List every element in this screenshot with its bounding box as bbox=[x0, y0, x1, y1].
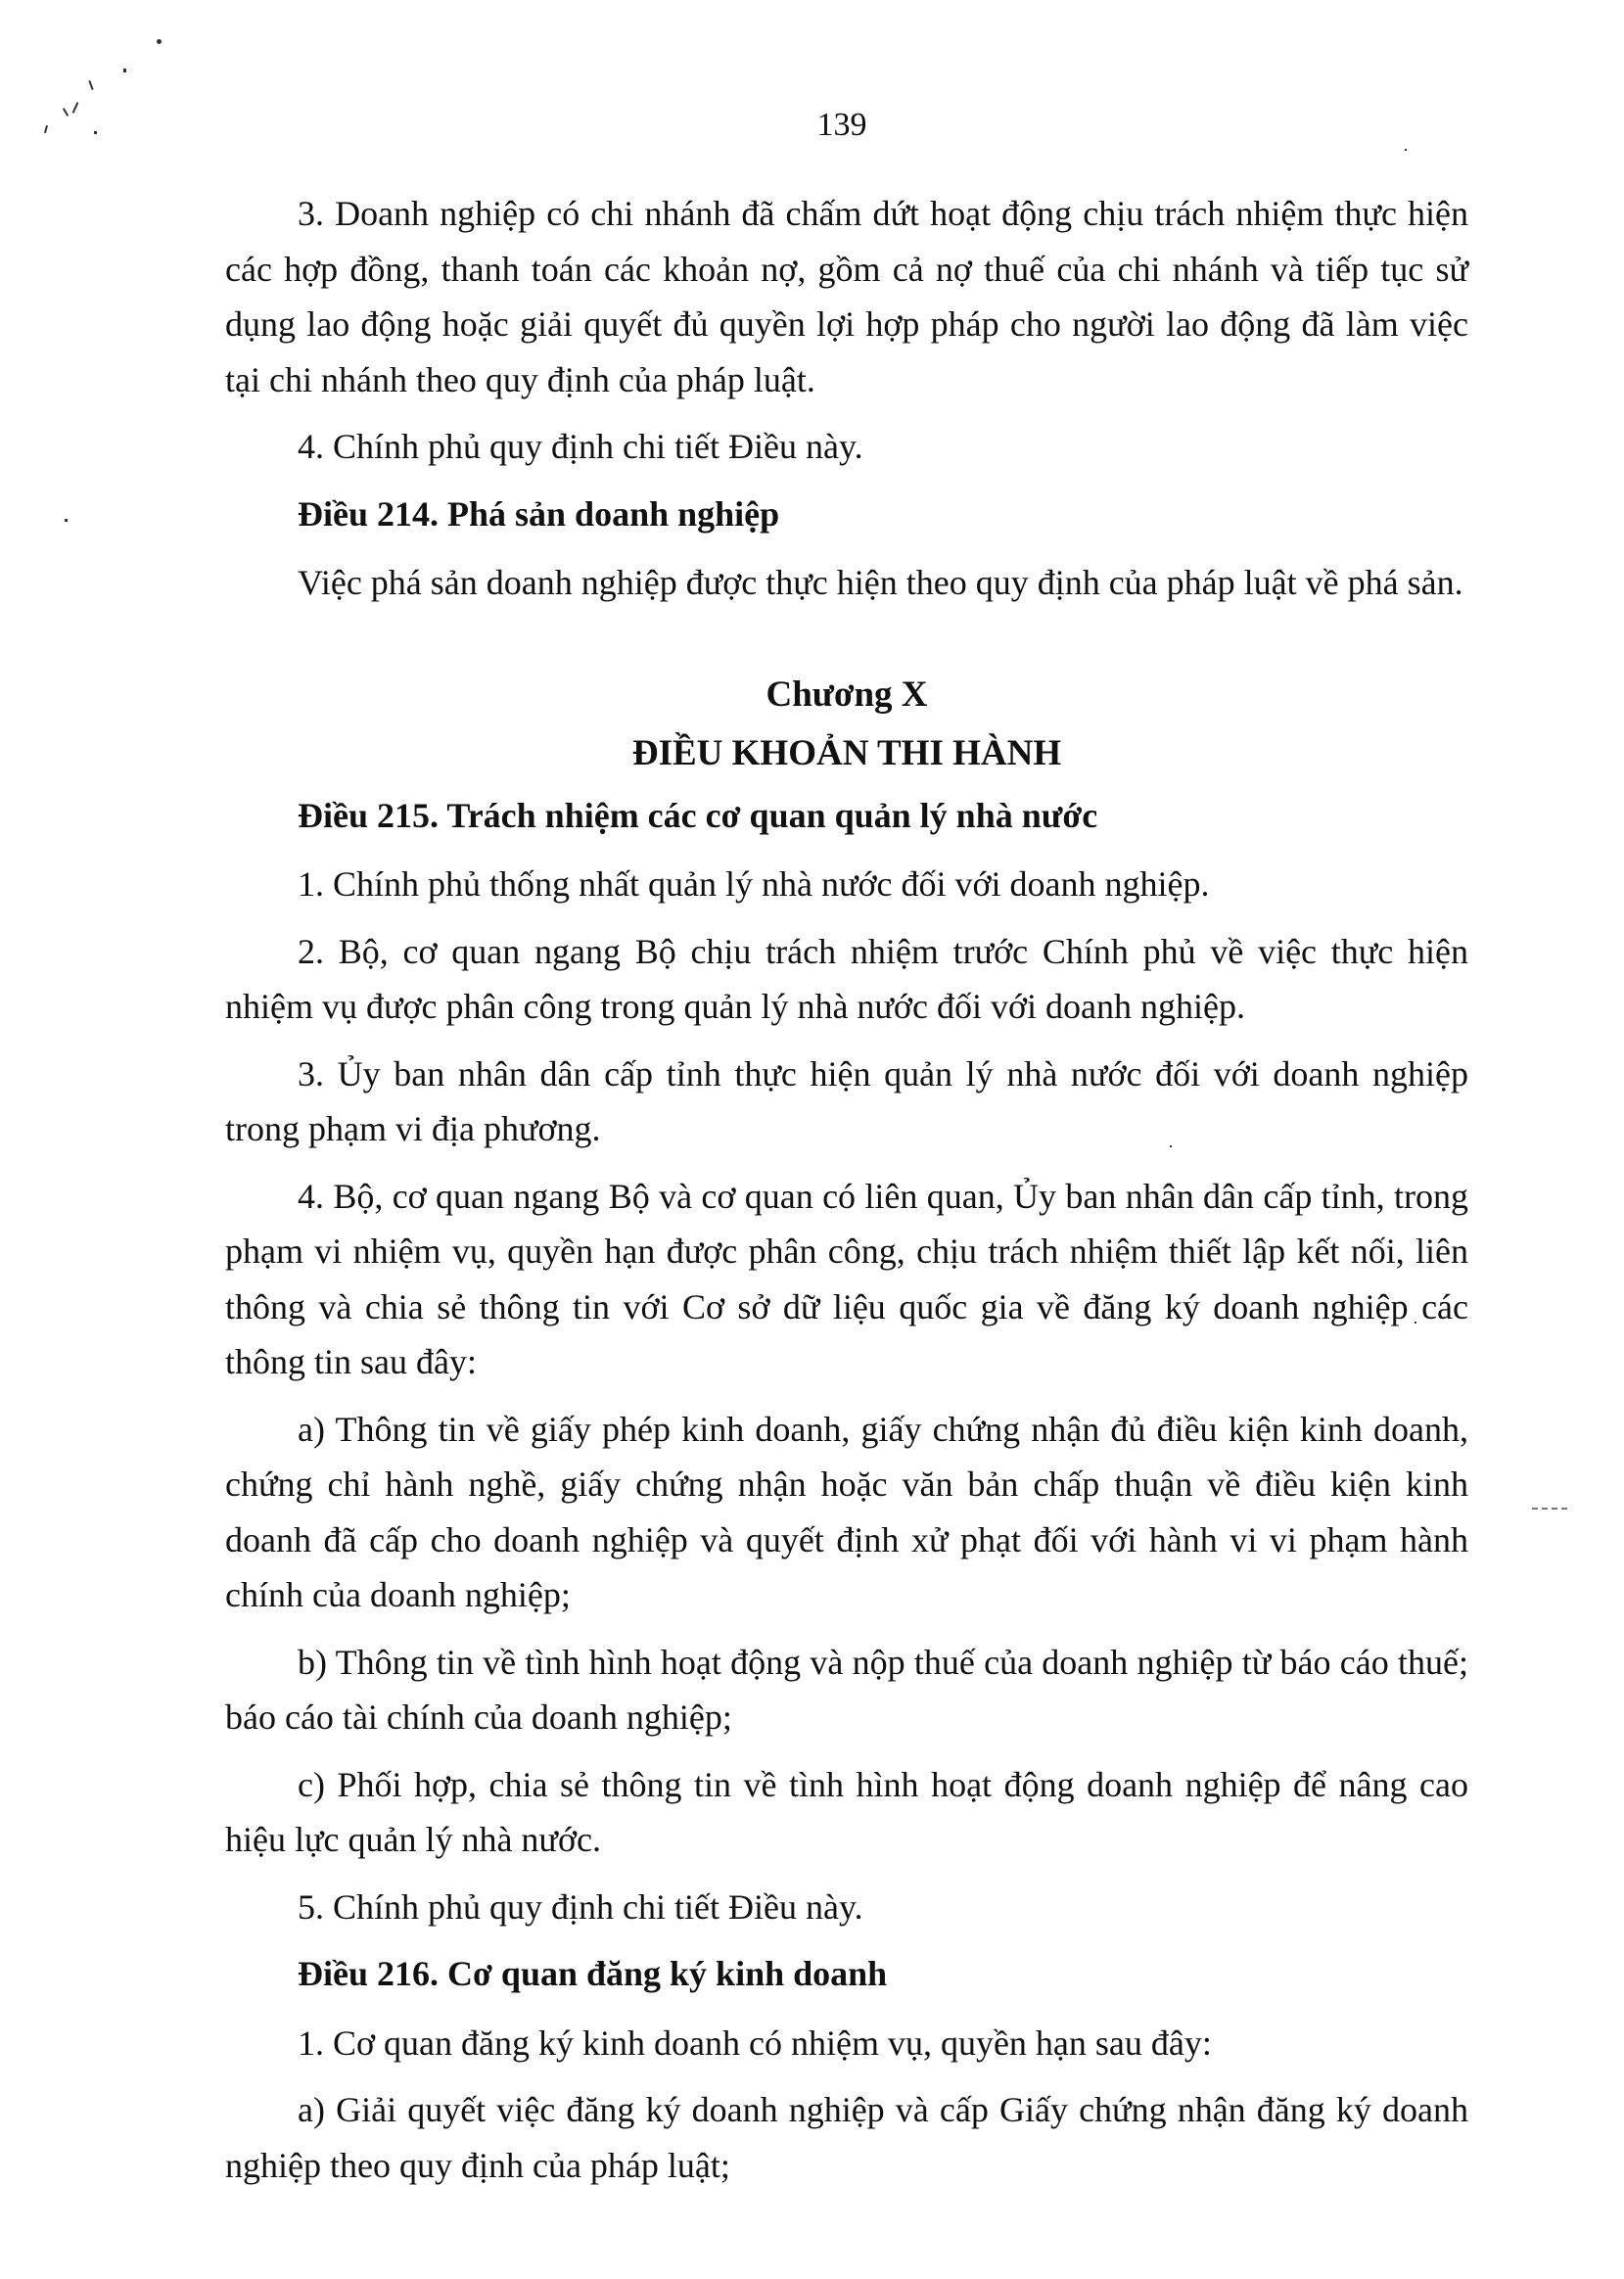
paragraph: a) Giải quyết việc đăng ký doanh nghiệp và cấp Giấy chứng nhận đăng ký doanh nghiệp theo quy định của pháp luật; bbox=[225, 2090, 1468, 2185]
paragraph: 5. Chính phủ quy định chi tiết Điều này. bbox=[298, 1886, 863, 1927]
paragraph: 4. Chính phủ quy định chi tiết Điều này. bbox=[298, 427, 863, 466]
paragraph: 1. Chính phủ thống nhất quản lý nhà nước đối với doanh nghiệp. bbox=[298, 864, 1210, 904]
paragraph: 4. Bộ, cơ quan ngang Bộ và cơ quan có liên quan, Ủy ban nhân dân cấp tỉnh, trong phạm vi nhiệm vụ, quyền hạn được phân công, chịu trách nhiệm thiết lập kết nối, liên thông và chia sẻ thông tin với Cơ sở dữ liệu quốc gia về đăng ký doanh nghiệp các thông tin sau đây: bbox=[225, 1176, 1468, 1381]
paragraph: 3. Doanh nghiệp có chi nhánh đã chấm dứt hoạt động chịu trách nhiệm thực hiện các hợp đồng, thanh toán các khoản nợ, gồm cả nợ thuế của chi nhánh và tiếp tục sử dụng lao động hoặc giải quyết đủ quyền lợi hợp pháp cho người lao động đã làm việc tại chi nhánh theo quy định của pháp luật. bbox=[225, 194, 1468, 399]
chapter-title: ĐIỀU KHOẢN THI HÀNH bbox=[631, 733, 1062, 773]
article-heading: Điều 214. Phá sản doanh nghiệp bbox=[298, 493, 780, 534]
paragraph: 2. Bộ, cơ quan ngang Bộ chịu trách nhiệm trước Chính phủ về việc thực hiện nhiệm vụ được phân công trong quản lý nhà nước đối với doanh nghiệp. bbox=[225, 931, 1468, 1026]
paragraph: a) Thông tin về giấy phép kinh doanh, giấy chứng nhận đủ điều kiện kinh doanh, chứng chỉ hành nghề, giấy chứng nhận hoặc văn bản chấp thuận về điều kiện kinh doanh đã cấp cho doanh nghiệp và quyết định xử phạt đối với hành vi vi phạm hành chính của doanh nghiệp; bbox=[225, 1409, 1468, 1614]
paragraph: b) Thông tin về tình hình hoạt động và nộp thuế của doanh nghiệp từ báo cáo thuế; báo cáo tài chính của doanh nghiệp; bbox=[225, 1642, 1468, 1737]
paragraph: Việc phá sản doanh nghiệp được thực hiện theo quy định của pháp luật về phá sản. bbox=[298, 563, 1463, 602]
scan-dash-mark bbox=[1532, 1508, 1567, 1510]
paragraph: 1. Cơ quan đăng ký kinh doanh có nhiệm vụ, quyền hạn sau đây: bbox=[298, 2023, 1212, 2063]
article-heading: Điều 215. Trách nhiệm các cơ quan quản lý nhà nước bbox=[298, 795, 1098, 835]
document-body bbox=[225, 186, 1468, 2205]
article-heading: Điều 216. Cơ quan đăng ký kinh doanh bbox=[298, 1954, 888, 1993]
paragraph: c) Phối hợp, chia sẻ thông tin về tình hình hoạt động doanh nghiệp để nâng cao hiệu lực quản lý nhà nước. bbox=[225, 1764, 1468, 1859]
paragraph: 3. Ủy ban nhân dân cấp tỉnh thực hiện quản lý nhà nước đối với doanh nghiệp trong phạm vi địa phương. bbox=[225, 1053, 1468, 1148]
page-number: 139 bbox=[816, 107, 867, 143]
chapter-heading: Chương X bbox=[766, 674, 928, 715]
